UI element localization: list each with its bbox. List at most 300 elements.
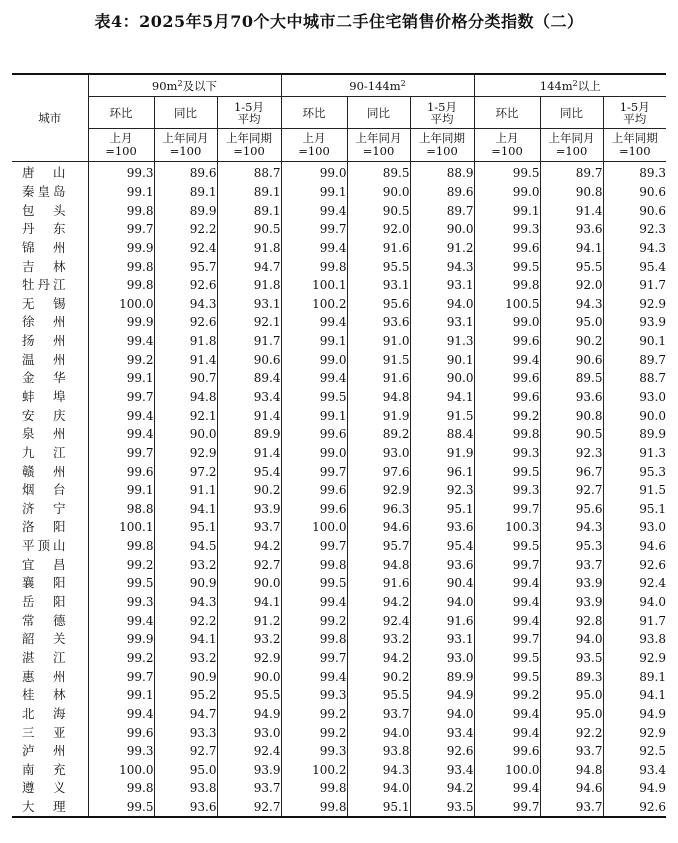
city-cell: 秦皇岛 [22,183,66,199]
index-value-cell: 91.0 [347,332,410,351]
index-value-cell: 96.7 [540,462,603,481]
index-value-cell: 89.7 [603,350,666,369]
index-value-cell: 90.2 [347,667,410,686]
table-row [12,742,666,761]
index-value-cell: 93.6 [410,518,474,537]
base-value: =100 [362,144,395,158]
base-value: =100 [426,144,458,158]
index-value-cell: 93.3 [154,723,217,742]
index-value-cell: 90.5 [347,201,410,220]
base-value: =100 [169,144,202,158]
index-value-cell: 91.7 [217,332,281,351]
index-value-cell: 99.7 [281,537,347,556]
city-cell: 扬州 [22,333,66,349]
index-value-cell: 91.5 [347,350,410,369]
index-value-cell: 89.3 [603,162,666,183]
index-value-cell: 89.3 [540,667,603,686]
city-cell: 遵义 [22,780,66,796]
index-value-cell: 99.7 [88,667,154,686]
index-value-cell: 90.5 [540,425,603,444]
table-row [12,518,666,537]
base-value: =100 [298,144,330,158]
index-value-cell: 90.2 [540,332,603,351]
table-row [12,761,666,780]
index-value-cell: 88.4 [410,425,474,444]
index-value-cell: 100.0 [474,761,540,780]
index-value-cell: 91.6 [347,369,410,388]
group-header-small: $90m^2$及以下 [88,74,281,97]
index-value-cell: 93.0 [603,518,666,537]
index-value-cell: 91.7 [603,611,666,630]
index-value-cell: 99.4 [474,350,540,369]
index-value-cell: 91.8 [154,332,217,351]
table-body [12,162,666,818]
index-value-cell: 94.1 [154,630,217,649]
index-value-cell: 92.7 [217,555,281,574]
city-cell: 岳阳 [22,594,66,610]
index-value-cell: 99.1 [88,369,154,388]
index-value-cell: 94.7 [217,257,281,276]
index-value-cell: 90.6 [540,350,603,369]
index-value-cell: 99.5 [474,462,540,481]
index-value-cell: 95.1 [603,500,666,519]
table-title: 表4：2025年5月70个大中城市二手住宅销售价格分类指数（二） [94,12,584,31]
table-row [12,332,666,351]
index-value-cell: 99.4 [281,667,347,686]
index-value-cell: 94.0 [603,593,666,612]
index-value-cell: 95.6 [540,500,603,519]
index-value-cell: 89.7 [540,162,603,183]
index-value-cell: 99.9 [88,239,154,258]
index-value-cell: 95.2 [154,686,217,705]
index-value-cell: 99.4 [281,239,347,258]
index-value-cell: 92.7 [217,798,281,818]
index-value-cell: 94.7 [154,705,217,724]
base-label: 上年同月 [162,131,209,145]
base-value: =100 [618,144,651,158]
index-value-cell: 91.5 [410,406,474,425]
index-value-cell: 92.6 [603,798,666,818]
table-row [12,798,666,818]
index-value-cell: 99.2 [281,723,347,742]
index-value-cell: 93.7 [217,518,281,537]
index-value-cell: 90.9 [154,667,217,686]
index-value-cell: 94.8 [347,388,410,407]
index-value-cell: 93.5 [540,649,603,668]
index-value-cell: 100.3 [474,518,540,537]
index-value-cell: 93.6 [540,220,603,239]
index-value-cell: 95.0 [540,313,603,332]
city-cell: 徐州 [22,314,66,330]
index-value-cell: 93.1 [217,294,281,313]
index-value-cell: 91.4 [217,444,281,463]
index-value-cell: 91.8 [217,276,281,295]
index-value-cell: 88.7 [217,162,281,183]
index-value-cell: 94.9 [410,686,474,705]
index-value-cell: 89.9 [154,201,217,220]
index-value-cell: 93.1 [410,630,474,649]
index-value-cell: 99.6 [474,742,540,761]
city-cell: 北海 [22,705,66,721]
base-header [217,129,281,162]
index-value-cell: 100.0 [281,518,347,537]
index-value-cell: 99.5 [88,574,154,593]
base-value: =100 [105,144,137,158]
metric-label: 同比 [174,105,197,120]
index-value-cell: 99.3 [88,162,154,183]
index-value-cell: 93.7 [217,779,281,798]
city-cell: 九江 [22,444,66,460]
index-value-cell: 90.6 [603,183,666,202]
index-value-cell: 99.5 [474,537,540,556]
index-value-cell: 92.0 [347,220,410,239]
index-value-cell: 92.9 [154,444,217,463]
index-value-cell: 99.2 [474,686,540,705]
index-value-cell: 99.7 [474,500,540,519]
index-value-cell: 95.3 [603,462,666,481]
base-header [154,129,217,162]
index-value-cell: 99.4 [474,723,540,742]
index-value-cell: 99.3 [281,686,347,705]
index-value-cell: 95.6 [347,294,410,313]
city-cell: 安庆 [22,407,66,423]
group-header-medium: $90-144m^2$ [281,74,474,97]
table-row [12,183,666,202]
index-value-cell: 99.0 [281,162,347,183]
index-value-cell: 95.5 [347,686,410,705]
index-value-cell: 100.1 [281,276,347,295]
index-value-cell: 90.4 [410,574,474,593]
city-cell: 丹东 [22,221,66,237]
index-value-cell: 89.9 [603,425,666,444]
city-cell: 宜昌 [22,556,66,572]
index-value-cell: 95.0 [154,761,217,780]
index-value-cell: 93.1 [410,313,474,332]
metric-label: 1-5月 [233,99,265,114]
base-header [603,129,666,162]
index-value-cell: 99.5 [88,798,154,818]
index-value-cell: 94.3 [410,257,474,276]
index-value-cell: 94.0 [410,294,474,313]
index-value-cell: 99.7 [281,220,347,239]
index-value-cell: 95.0 [540,686,603,705]
index-value-cell: 95.4 [603,257,666,276]
city-cell: 洛阳 [22,519,66,535]
index-value-cell: 99.6 [281,425,347,444]
index-value-cell: 90.0 [410,220,474,239]
base-header-row [12,129,666,162]
index-value-cell: 99.3 [474,444,540,463]
index-value-cell: 94.3 [154,294,217,313]
city-cell: 惠州 [22,668,66,684]
index-value-cell: 99.3 [281,742,347,761]
metric-label: 环比 [495,105,519,120]
index-value-cell: 88.9 [410,162,474,183]
base-label: 上年同期 [226,131,272,145]
index-value-cell: 99.4 [88,406,154,425]
index-value-cell: 99.4 [281,593,347,612]
index-value-cell: 90.2 [217,481,281,500]
index-value-cell: 99.9 [88,313,154,332]
city-cell: 蚌埠 [22,389,66,404]
index-value-cell: 95.5 [217,686,281,705]
index-value-cell: 91.4 [540,201,603,220]
index-value-cell: 99.2 [88,555,154,574]
city-cell: 牡丹江 [22,277,66,293]
metric-label-line2: 平均 [430,111,454,126]
table-row [12,388,666,407]
index-value-cell: 89.1 [603,667,666,686]
index-value-cell: 99.4 [281,369,347,388]
index-value-cell: 93.0 [410,649,474,668]
table-row [12,555,666,574]
index-value-cell: 95.4 [410,537,474,556]
index-value-cell: 93.7 [540,798,603,818]
index-value-cell: 93.9 [603,313,666,332]
index-value-cell: 94.6 [347,518,410,537]
index-value-cell: 99.7 [474,630,540,649]
index-value-cell: 93.9 [217,761,281,780]
table-row [12,406,666,425]
table-header [12,74,666,162]
index-value-cell: 92.6 [603,555,666,574]
index-value-cell: 94.9 [603,705,666,724]
index-value-cell: 92.7 [540,481,603,500]
index-value-cell: 99.7 [88,220,154,239]
index-value-cell: 99.5 [281,388,347,407]
index-value-cell: 92.3 [540,444,603,463]
index-value-cell: 94.0 [410,593,474,612]
index-value-cell: 99.6 [474,239,540,258]
metric-label: 环比 [302,105,326,120]
table-row [12,425,666,444]
index-value-cell: 99.4 [474,574,540,593]
index-value-cell: 99.3 [88,593,154,612]
index-value-cell: 94.1 [540,239,603,258]
base-header [281,129,347,162]
city-cell: 泸州 [22,743,66,759]
index-value-cell: 91.4 [217,406,281,425]
city-cell: 烟台 [22,482,66,498]
base-value: =100 [491,144,523,158]
index-value-cell: 100.0 [88,761,154,780]
index-value-cell: 91.8 [217,239,281,258]
index-value-cell: 93.0 [217,723,281,742]
index-value-cell: 99.2 [281,611,347,630]
base-header [410,129,474,162]
index-value-cell: 91.2 [410,239,474,258]
index-value-cell: 92.2 [154,611,217,630]
index-value-cell: 99.8 [88,276,154,295]
base-label: 上月 [495,131,519,145]
index-value-cell: 99.4 [474,593,540,612]
city-cell: 金华 [22,370,66,386]
index-value-cell: 99.1 [88,183,154,202]
table-row [12,220,666,239]
city-cell: 吉林 [22,258,66,274]
index-value-cell: 89.7 [410,201,474,220]
index-value-cell: 99.6 [474,369,540,388]
base-header [88,129,154,162]
index-value-cell: 93.7 [347,705,410,724]
metric-label: 同比 [560,105,583,120]
index-value-cell: 89.6 [154,162,217,183]
index-value-cell: 90.6 [217,350,281,369]
table-row [12,257,666,276]
index-value-cell: 99.0 [474,313,540,332]
index-value-cell: 92.4 [217,742,281,761]
metric-header [154,97,217,129]
index-value-cell: 93.7 [540,555,603,574]
index-value-cell: 99.7 [281,462,347,481]
index-value-cell: 100.1 [88,518,154,537]
index-value-cell: 99.0 [474,183,540,202]
metric-header [281,97,347,129]
index-value-cell: 94.8 [154,388,217,407]
index-value-cell: 90.0 [217,574,281,593]
metric-header [217,97,281,129]
index-value-cell: 92.2 [154,220,217,239]
index-value-cell: 95.7 [347,537,410,556]
index-value-cell: 96.3 [347,500,410,519]
index-value-cell: 94.0 [540,630,603,649]
index-value-cell: 99.7 [281,649,347,668]
index-value-cell: 89.9 [217,425,281,444]
index-value-cell: 93.6 [154,798,217,818]
index-value-cell: 94.6 [603,537,666,556]
index-value-cell: 99.5 [281,574,347,593]
index-value-cell: 94.2 [347,649,410,668]
table-row [12,444,666,463]
index-value-cell: 92.9 [603,294,666,313]
index-value-cell: 100.0 [88,294,154,313]
index-value-cell: 99.7 [88,444,154,463]
metric-label: 1-5月 [426,99,458,114]
index-value-cell: 90.0 [154,425,217,444]
index-value-cell: 92.9 [347,481,410,500]
table-row [12,201,666,220]
index-value-cell: 95.5 [540,257,603,276]
index-value-cell: 94.3 [347,761,410,780]
index-value-cell: 93.2 [154,649,217,668]
city-cell: 无锡 [22,295,66,311]
index-value-cell: 93.4 [217,388,281,407]
index-value-cell: 99.5 [474,667,540,686]
table-row [12,313,666,332]
index-value-cell: 99.5 [474,162,540,183]
city-cell: 湛江 [22,649,66,665]
index-value-cell: 93.2 [154,555,217,574]
index-value-cell: 93.1 [410,276,474,295]
index-value-cell: 92.4 [603,574,666,593]
index-value-cell: 92.9 [603,723,666,742]
index-value-cell: 99.4 [88,332,154,351]
city-cell: 济宁 [22,500,66,516]
index-value-cell: 99.1 [474,201,540,220]
index-value-cell: 90.0 [217,667,281,686]
index-value-cell: 93.9 [217,500,281,519]
index-value-cell: 94.3 [540,294,603,313]
index-value-cell: 99.6 [281,481,347,500]
index-value-cell: 99.6 [88,723,154,742]
index-value-cell: 95.0 [540,705,603,724]
index-value-cell: 93.9 [540,593,603,612]
table-row [12,574,666,593]
city-cell: 桂林 [22,687,66,703]
table-row [12,481,666,500]
index-value-cell: 94.0 [347,723,410,742]
index-value-cell: 94.3 [603,239,666,258]
index-value-cell: 92.5 [603,742,666,761]
index-value-cell: 91.6 [410,611,474,630]
index-value-cell: 94.2 [217,537,281,556]
index-value-cell: 99.6 [88,462,154,481]
base-value: =100 [233,144,265,158]
index-value-cell: 91.3 [410,332,474,351]
index-value-cell: 94.9 [217,705,281,724]
base-header [540,129,603,162]
index-value-cell: 91.3 [603,444,666,463]
table-row [12,500,666,519]
metric-label-line2: 平均 [237,111,261,126]
table-row [12,276,666,295]
index-value-cell: 92.9 [217,649,281,668]
index-value-cell: 91.5 [603,481,666,500]
index-value-cell: 94.1 [603,686,666,705]
index-value-cell: 95.1 [347,798,410,818]
index-value-cell: 99.1 [88,481,154,500]
table-row [12,667,666,686]
index-value-cell: 99.6 [474,388,540,407]
metric-label: 同比 [367,105,390,120]
index-value-cell: 90.8 [540,183,603,202]
city-cell: 唐山 [22,165,66,181]
index-value-cell: 94.8 [540,761,603,780]
index-value-cell: 94.1 [410,388,474,407]
index-value-cell: 99.4 [88,705,154,724]
index-value-cell: 90.1 [603,332,666,351]
index-value-cell: 90.7 [154,369,217,388]
metric-header [603,97,666,129]
table-row [12,705,666,724]
city-cell: 大理 [12,798,88,818]
index-value-cell: 93.6 [410,555,474,574]
index-value-cell: 94.3 [154,593,217,612]
index-value-cell: 93.0 [603,388,666,407]
index-value-cell: 90.5 [217,220,281,239]
index-value-cell: 98.8 [88,500,154,519]
index-value-cell: 92.2 [540,723,603,742]
base-label: 上年同月 [355,131,402,145]
index-value-cell: 99.9 [88,630,154,649]
index-value-cell: 99.4 [281,201,347,220]
index-value-cell: 92.1 [217,313,281,332]
index-value-cell: 93.7 [540,742,603,761]
base-value: =100 [555,144,588,158]
index-value-cell: 92.6 [410,742,474,761]
index-value-cell: 92.0 [540,276,603,295]
index-value-cell: 93.9 [540,574,603,593]
table-row [12,611,666,630]
index-value-cell: 99.1 [88,686,154,705]
index-value-cell: 93.8 [347,742,410,761]
index-value-cell: 92.6 [154,313,217,332]
table-row [12,593,666,612]
index-value-cell: 93.4 [410,761,474,780]
index-value-cell: 90.0 [410,369,474,388]
index-value-cell: 99.0 [281,350,347,369]
table-row [12,162,666,183]
